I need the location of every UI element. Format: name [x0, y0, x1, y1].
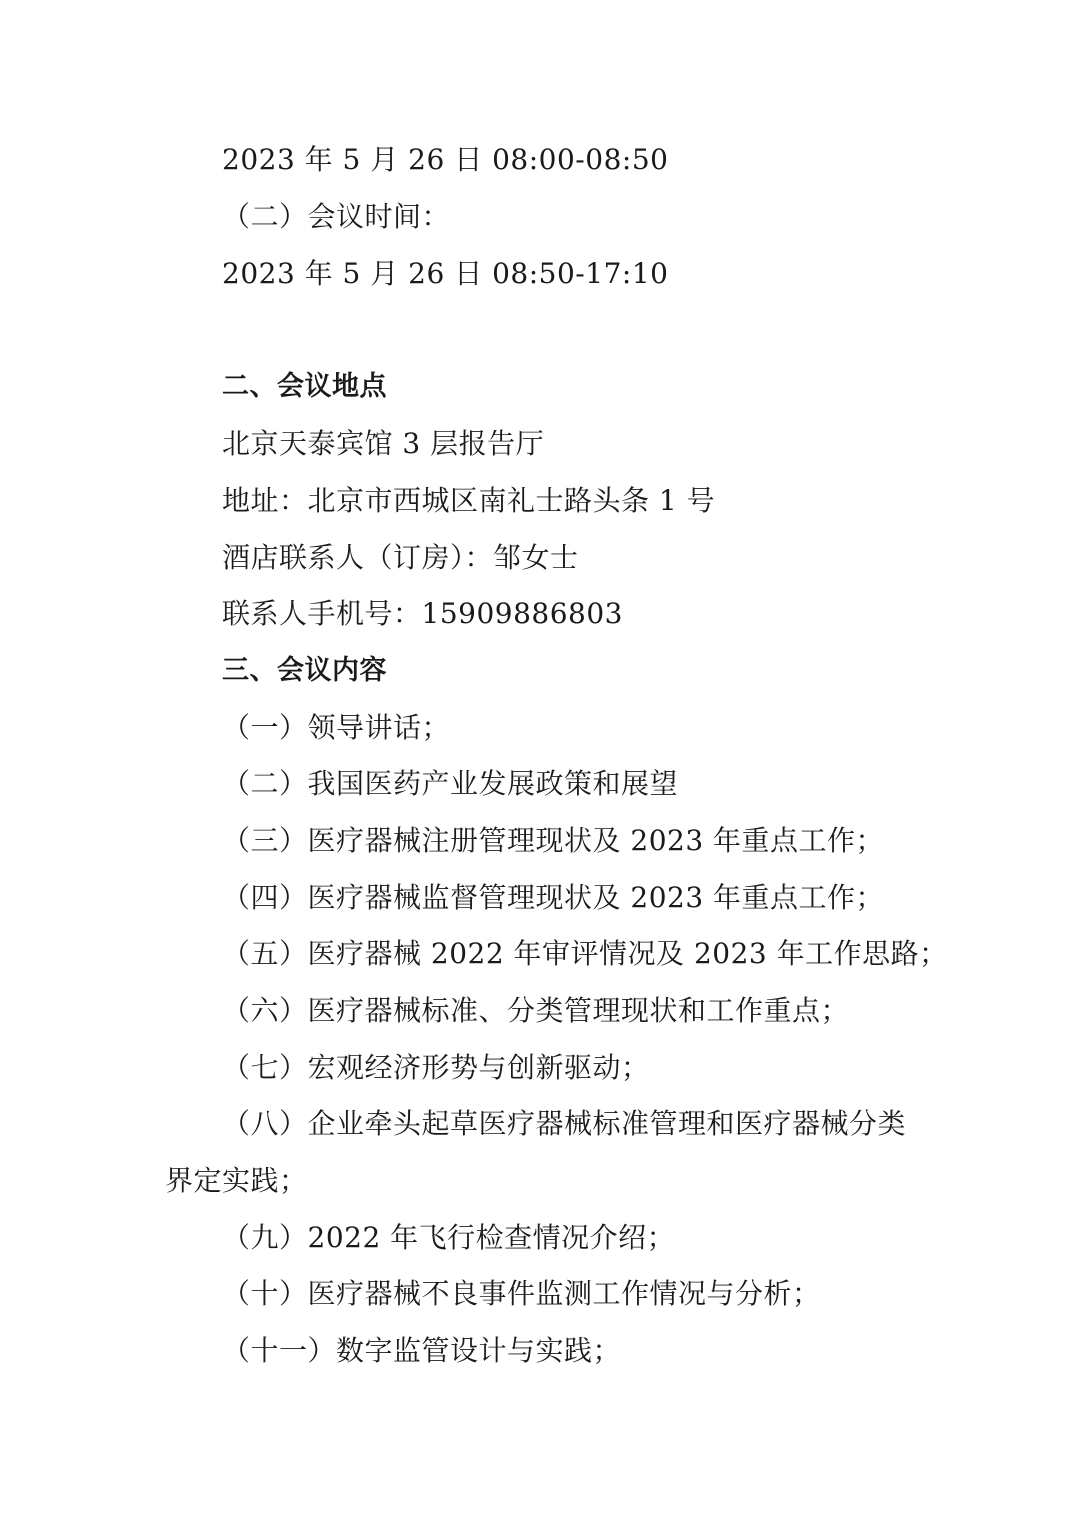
hotel-contact: 酒店联系人（订房）：邹女士 [222, 541, 579, 574]
checkin-time: 2023 年 5 月 26 日 08:00-08:50 [222, 143, 669, 176]
content-heading: 三、会议内容 [222, 655, 387, 686]
agenda-item: （九）2022 年飞行检查情况介绍； [222, 1221, 676, 1254]
agenda-item: （十一）数字监管设计与实践； [222, 1334, 622, 1367]
agenda-item: （六）医疗器械标准、分类管理现状和工作重点； [222, 994, 850, 1027]
venue-heading: 二、会议地点 [222, 371, 387, 402]
meeting-time: 2023 年 5 月 26 日 08:50-17:10 [222, 257, 669, 290]
venue-name: 北京天泰宾馆 3 层报告厅 [222, 427, 545, 460]
contact-phone: 联系人手机号：15909886803 [222, 597, 623, 630]
agenda-item: （四）医疗器械监督管理现状及 2023 年重点工作； [222, 881, 885, 914]
agenda-item: （二）我国医药产业发展政策和展望 [222, 767, 679, 800]
agenda-item: （五）医疗器械 2022 年审评情况及 2023 年工作思路； [222, 937, 948, 970]
agenda-item: （十）医疗器械不良事件监测工作情况与分析； [222, 1277, 821, 1310]
agenda-item-continuation: 界定实践； [165, 1164, 308, 1197]
agenda-item: （一）领导讲话； [222, 711, 451, 744]
agenda-item: （八）企业牵头起草医疗器械标准管理和医疗器械分类 [222, 1107, 907, 1140]
meeting-time-label: （二）会议时间： [222, 200, 451, 233]
agenda-item: （七）宏观经济形势与创新驱动； [222, 1051, 650, 1084]
venue-address: 地址：北京市西城区南礼士路头条 1 号 [222, 484, 716, 517]
agenda-item: （三）医疗器械注册管理现状及 2023 年重点工作； [222, 824, 885, 857]
